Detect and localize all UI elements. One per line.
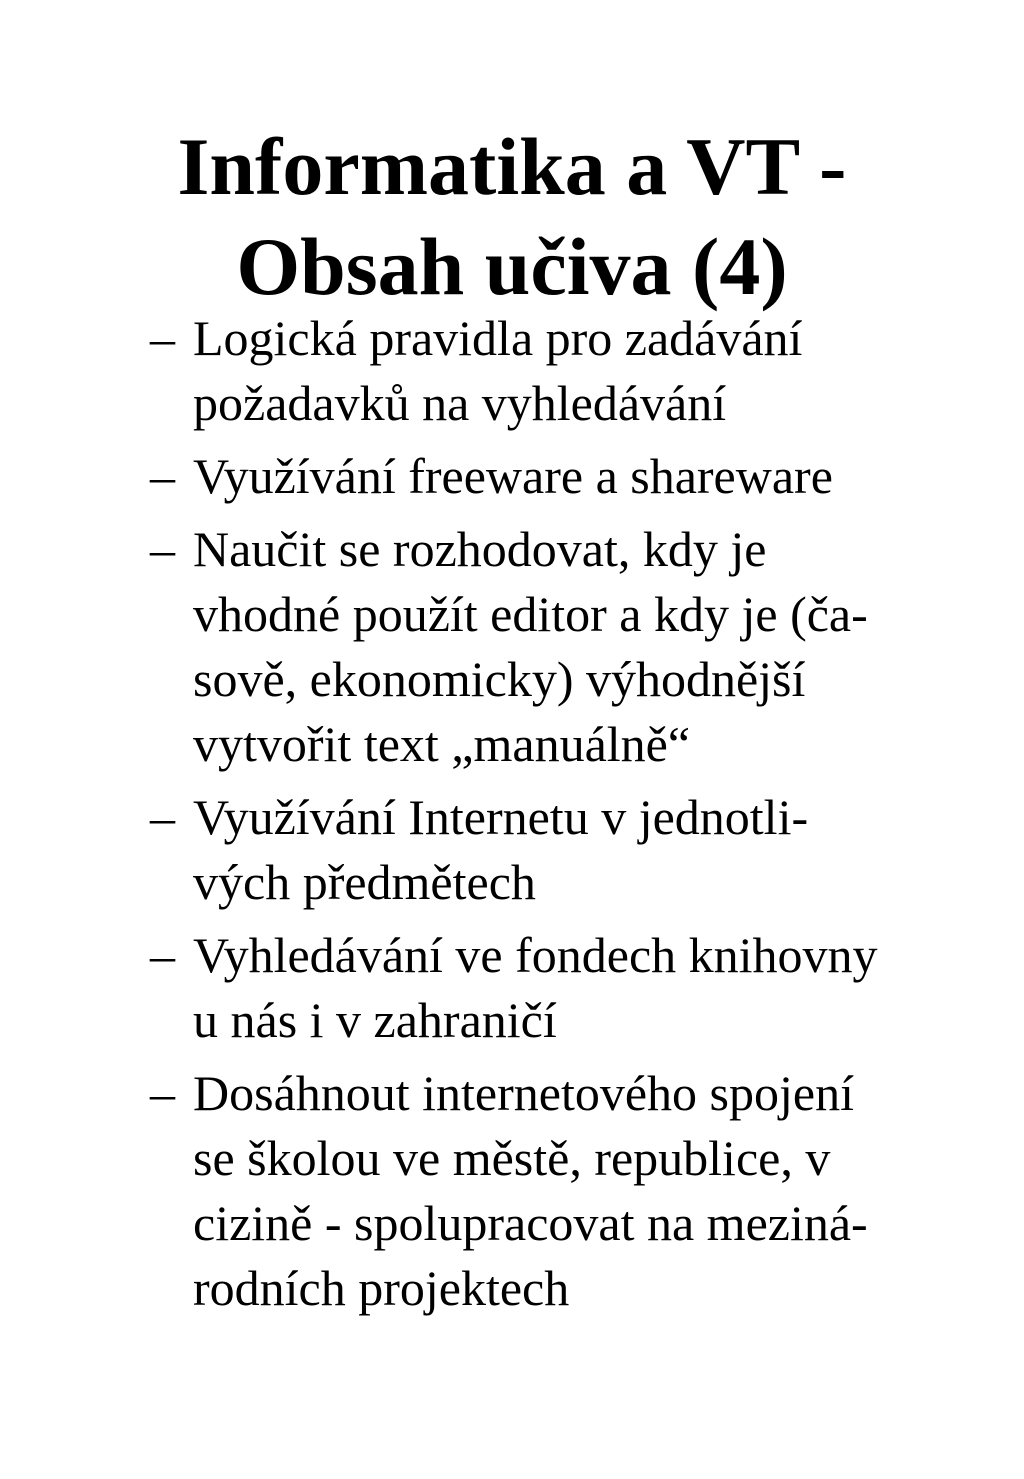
bullet-item-6 [150, 1061, 940, 1321]
bullet-item-2 [150, 444, 940, 509]
bullet-dash: – [150, 789, 175, 845]
bullet-line: rodních projektech [193, 1260, 570, 1316]
bullet-line: Využívání freeware a shareware [193, 448, 833, 504]
bullet-line: Dosáhnout internetového spojení [193, 1065, 854, 1121]
bullet-line: cizině - spolupracovat na meziná- [193, 1195, 868, 1251]
bullet-item-5 [150, 923, 940, 1053]
bullet-line: vých předmětech [193, 854, 536, 910]
bullet-list [150, 306, 940, 1329]
slide-title-line-1: Informatika a VT - [177, 120, 847, 212]
bullet-item-4 [150, 785, 940, 915]
bullet-dash: – [150, 1065, 175, 1121]
bullet-item-3 [150, 517, 940, 777]
bullet-dash: – [150, 448, 175, 504]
bullet-line: sově, ekonomicky) výhodnější [193, 651, 806, 707]
bullet-dash: – [150, 310, 175, 366]
bullet-line: se školou ve městě, republice, v [193, 1130, 831, 1186]
bullet-line: vytvořit text „manuálně“ [193, 716, 691, 772]
bullet-line: Logická pravidla pro zadávání [193, 310, 803, 366]
bullet-line: u nás i v zahraničí [193, 992, 557, 1048]
bullet-dash: – [150, 927, 175, 983]
bullet-item-1 [150, 306, 940, 436]
bullet-line: Vyhledávání ve fondech knihovny [193, 927, 878, 983]
bullet-dash: – [150, 521, 175, 577]
slide-title [0, 117, 1024, 317]
bullet-line: Naučit se rozhodovat, kdy je [193, 521, 767, 577]
bullet-line: požadavků na vyhledávání [193, 375, 727, 431]
bullet-line: Využívání Internetu v jednotli- [193, 789, 809, 845]
bullet-line: vhodné použít editor a kdy je (ča- [193, 586, 868, 642]
slide-title-line-2: Obsah učiva (4) [236, 220, 788, 312]
